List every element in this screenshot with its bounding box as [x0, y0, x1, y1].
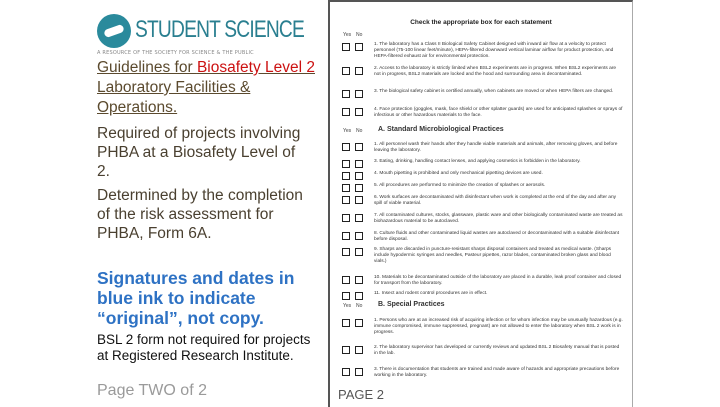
- statement-text: 10. Materials to be decontaminated outside of the laboratory are placed in a durable, leak proof container and closed for transport from the laboratory.: [374, 275, 622, 286]
- no-checkbox[interactable]: [355, 196, 363, 204]
- logo-name: STUDENT SCIENCE: [135, 16, 305, 43]
- yes-checkbox[interactable]: [342, 368, 350, 376]
- no-checkbox[interactable]: [355, 160, 363, 168]
- yes-label: Yes: [343, 128, 352, 134]
- statement-text: 8. Culture fluids and other contaminated liquid wastes are autoclaved or decontaminated with a suitable disinfectant before disposal.: [374, 231, 620, 242]
- no-checkbox[interactable]: [355, 248, 363, 256]
- title-pre: Guidelines for: [97, 59, 197, 76]
- yes-checkbox[interactable]: [342, 160, 350, 168]
- form-document: [328, 0, 633, 407]
- yes-checkbox[interactable]: [342, 292, 350, 300]
- yes-checkbox[interactable]: [342, 108, 350, 116]
- statement-text: 3. There is documentation that students are trained and made aware of hazards and appropriate precautions before working in the laboratory.: [374, 367, 620, 378]
- yes-checkbox[interactable]: [342, 319, 350, 327]
- page-number: PAGE 2: [338, 387, 385, 402]
- yes-label: Yes: [343, 303, 352, 309]
- no-checkbox[interactable]: [355, 346, 363, 354]
- statement-text: 5. All procedures are performed to minimize the creation of splashes or aerosols.: [374, 183, 546, 188]
- yes-checkbox[interactable]: [342, 276, 350, 284]
- yes-checkbox[interactable]: [342, 248, 350, 256]
- determined-text: Determined by the completion of the risk assessment for PHBA, Form 6A.: [97, 187, 303, 242]
- statement-text: 2. Access to the laboratory is strictly limited when BSL2 experiments are in progress. When BSL2 experiments are not in progress, BSL2 materials are locked and the hood and surrounding area is decontaminated.: [374, 66, 617, 77]
- statement-text: 7. All contaminated cultures, stocks, glassware, plastic ware and other biologically contaminated waste are treated as biohazardous material to be autoclaved.: [374, 213, 623, 224]
- no-checkbox[interactable]: [355, 292, 363, 300]
- yes-no-header: [343, 128, 369, 134]
- yes-checkbox[interactable]: [342, 143, 350, 151]
- no-checkbox[interactable]: [355, 319, 363, 327]
- no-checkbox[interactable]: [355, 214, 363, 222]
- no-checkbox[interactable]: [355, 276, 363, 284]
- no-checkbox[interactable]: [355, 143, 363, 151]
- logo-icon: [97, 14, 131, 48]
- no-checkbox[interactable]: [355, 43, 363, 51]
- yes-no-header: [343, 303, 369, 309]
- yes-label: Yes: [343, 32, 352, 38]
- no-checkbox[interactable]: [355, 108, 363, 116]
- title-post: Laboratory Facilities & Operations.: [97, 79, 251, 116]
- statement-text: 1. All personnel wash their hands after they handle viable materials and animals, after removing gloves, and before leaving the laboratory.: [374, 142, 618, 153]
- statement-text: 4. Face protection (goggles, mask, face shield or other splatter guards) are used for anticipated splashes or sprays of infectious or other hazardous materials to the face.: [374, 107, 623, 118]
- student-science-logo: [97, 14, 322, 54]
- yes-checkbox[interactable]: [342, 90, 350, 98]
- yes-checkbox[interactable]: [342, 346, 350, 354]
- section-a-heading: A. Standard Microbiological Practices: [378, 126, 504, 133]
- statement-text: 3. The biological safety cabinet is certified annually, when cabinets are moved or when HEPA filters are changed.: [374, 89, 614, 94]
- page-label: Page TWO of 2: [97, 382, 207, 399]
- yes-checkbox[interactable]: [342, 232, 350, 240]
- signatures-note: Signatures and dates in blue ink to indicate “original”, not copy.: [97, 268, 295, 328]
- no-label: No: [356, 128, 363, 134]
- title-highlight: Biosafety Level 2: [196, 59, 315, 76]
- yes-checkbox[interactable]: [342, 184, 350, 192]
- bsl-note: BSL 2 form not required for projects at Registered Research Institute.: [97, 332, 311, 363]
- statement-text: 1. Persons who are at an increased risk of acquiring infection or for whom infection may be unusually hazardous (e.g. immune compromised, immune suppressed, pregnant) are not allowed to enter the laboratory when BSL 2 work is in progress.: [374, 318, 623, 335]
- no-label: No: [356, 303, 363, 309]
- statement-text: 6. Work surfaces are decontaminated with disinfectant when work is completed at the end of the day and after any spill of viable material.: [374, 195, 617, 206]
- yes-no-header: [343, 32, 369, 38]
- yes-checkbox[interactable]: [342, 214, 350, 222]
- no-checkbox[interactable]: [355, 184, 363, 192]
- yes-checkbox[interactable]: [342, 67, 350, 75]
- form-title: Check the appropriate box for each statement: [410, 19, 552, 26]
- no-checkbox[interactable]: [355, 368, 363, 376]
- no-checkbox[interactable]: [355, 172, 363, 180]
- statement-text: 9. Sharps are discarded in puncture-resistant sharps disposal containers and treated as medical waste. (Sharps include hypodermic syringes and needles, Pasteur pipettes, razor blades, contaminated broken glass and blood vials.): [374, 247, 612, 264]
- statement-text: 11. Insect and rodent control procedures are in effect.: [374, 291, 488, 296]
- yes-checkbox[interactable]: [342, 43, 350, 51]
- yes-checkbox[interactable]: [342, 172, 350, 180]
- no-label: No: [356, 32, 363, 38]
- statement-text: 4. Mouth pipetting is prohibited and only mechanical pipetting devices are used.: [374, 171, 543, 176]
- yes-checkbox[interactable]: [342, 196, 350, 204]
- required-text: Required of projects involving PHBA at a Biosafety Level of 2.: [97, 125, 301, 180]
- no-checkbox[interactable]: [355, 90, 363, 98]
- statement-text: 2. The laboratory supervisor has developed or currently reviews and updated BSL 2 Biosafety manual that is posted in the lab.: [374, 345, 620, 356]
- logo-tagline: A RESOURCE OF THE SOCIETY FOR SCIENCE & THE PUBLIC: [97, 50, 254, 56]
- no-checkbox[interactable]: [355, 232, 363, 240]
- section-b-heading: B. Special Practices: [378, 301, 445, 308]
- statement-text: 3. Eating, drinking, handling contact lenses, and applying cosmetics is forbidden in the laboratory.: [374, 159, 581, 164]
- statement-text: 1. The laboratory has a Class II Biological Safety Cabinet designed with inward air flow at a velocity to protect personnel (75-100 linear feet/minute), HEPA-filtered downward vertical laminar airflow for product protection, and HEPA-filtered exhaust air for environmental protection.: [374, 42, 614, 59]
- page-title: [97, 58, 322, 118]
- no-checkbox[interactable]: [355, 67, 363, 75]
